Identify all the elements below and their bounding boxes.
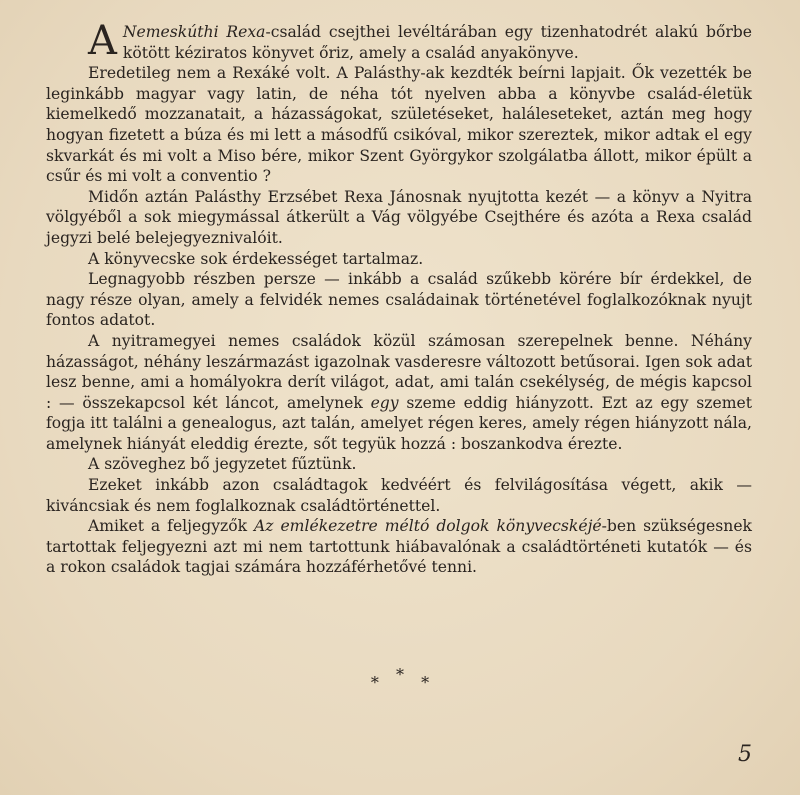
separator-star-2: *: [396, 665, 404, 684]
separator-star-1: *: [370, 673, 379, 692]
paragraph-7: A szöveghez bő jegyzetet fűztünk.: [88, 455, 357, 474]
separator-star-3: *: [421, 673, 430, 692]
paragraph-6: [46, 331, 752, 455]
section-separator: [0, 665, 800, 703]
paragraph-2: Eredetileg nem a Rexáké volt. A Palásthy-ak kezdték beírni lapjait. Ők vezették be leginkább magyar vagy latin, de néha tót nyelven abba a könyvbe család-életük kiemelkedő mozzanatait, a házasságokat, születéseket, haláleseteket, aztán meg hogy hogyan fizetett a búza és mi lett a másodfű csikóval, mikor szereztek, mikor adtak el egy skvarkát és mi volt a Miso bére, mikor Szent Györgykor szolgálatba állott, mikor épült a csűr és mi volt a conventio ?: [46, 64, 752, 186]
italic-book-title: Az emlékezetre méltó dolgok könyvecskéjé: [254, 517, 602, 536]
paragraph-4: A könyvecske sok érdekességet tartalmaz.: [88, 249, 424, 268]
italic-family-name: Nemeskúthi Rexa: [122, 23, 266, 41]
drop-cap: A: [88, 18, 117, 64]
paragraph-9-text-a: Amiket a feljegyzők: [88, 517, 255, 536]
paragraph-8: Ezeket inkább azon családtagok kedvéért és felvilágosítása végett, akik — kiváncsiak és nem foglalkoznak családtörténettel.: [46, 476, 752, 515]
body-text: [46, 18, 753, 578]
paragraph-3: Midőn aztán Palásthy Erzsébet Rexa Jánosnak nyujtotta kezét — a könyv a Nyitra völgyéből a sok miegymással átkerült a Vág völgyébe Csejthére és azóta a Rexa család jegyzi belé belejegyeznivalóit.: [46, 187, 752, 247]
page-number: 5: [738, 742, 752, 767]
paragraph-5: Legnagyobb részben persze — inkább a család szűkebb körére bír érdekkel, de nagy része olyan, amely a felvidék nemes családainak történetével foglalkozóknak nyujt fontos adatot.: [46, 270, 752, 330]
paragraph-1-text: -család csejthei levéltárában egy tizenhatodrét alakú bőrbe kötött kéziratos könyvet őriz, amely a család anyakönyve.: [122, 23, 752, 62]
paragraph-9-text-b: -ben szükségesnek tartottak feljegyezni azt mi nem tartottunk hiábavalónak a családtörténeti kutatók — és a rokon családok tagjai számára hozzáférhetővé tenni.: [46, 517, 753, 577]
paragraph-9: [46, 516, 752, 578]
paragraph-6-text-a: A nyitramegyei nemes családok közül számosan szerepelnek benne. Néhány házasságot, néhány leszármazást igazolnak vasderesre változott betűsorai. Igen sok adat lesz benne, ami a homályokra derít világot, adat, ami talán csekélység, de mégis kapcsol : — összekapcsol két láncot, amelynek: [46, 331, 752, 412]
paragraph-1: [46, 18, 752, 64]
paragraph-6-text-b: szeme eddig hiányzott. Ezt az egy szemet fogja itt találni a genealogus, azt talán, amelyet régen keres, amely régen hiányzott nála, amelynek hiányát eleddig érezte, sőt tegyük hozzá : boszankodva érezte.: [46, 393, 752, 453]
italic-egy: egy: [370, 393, 399, 412]
